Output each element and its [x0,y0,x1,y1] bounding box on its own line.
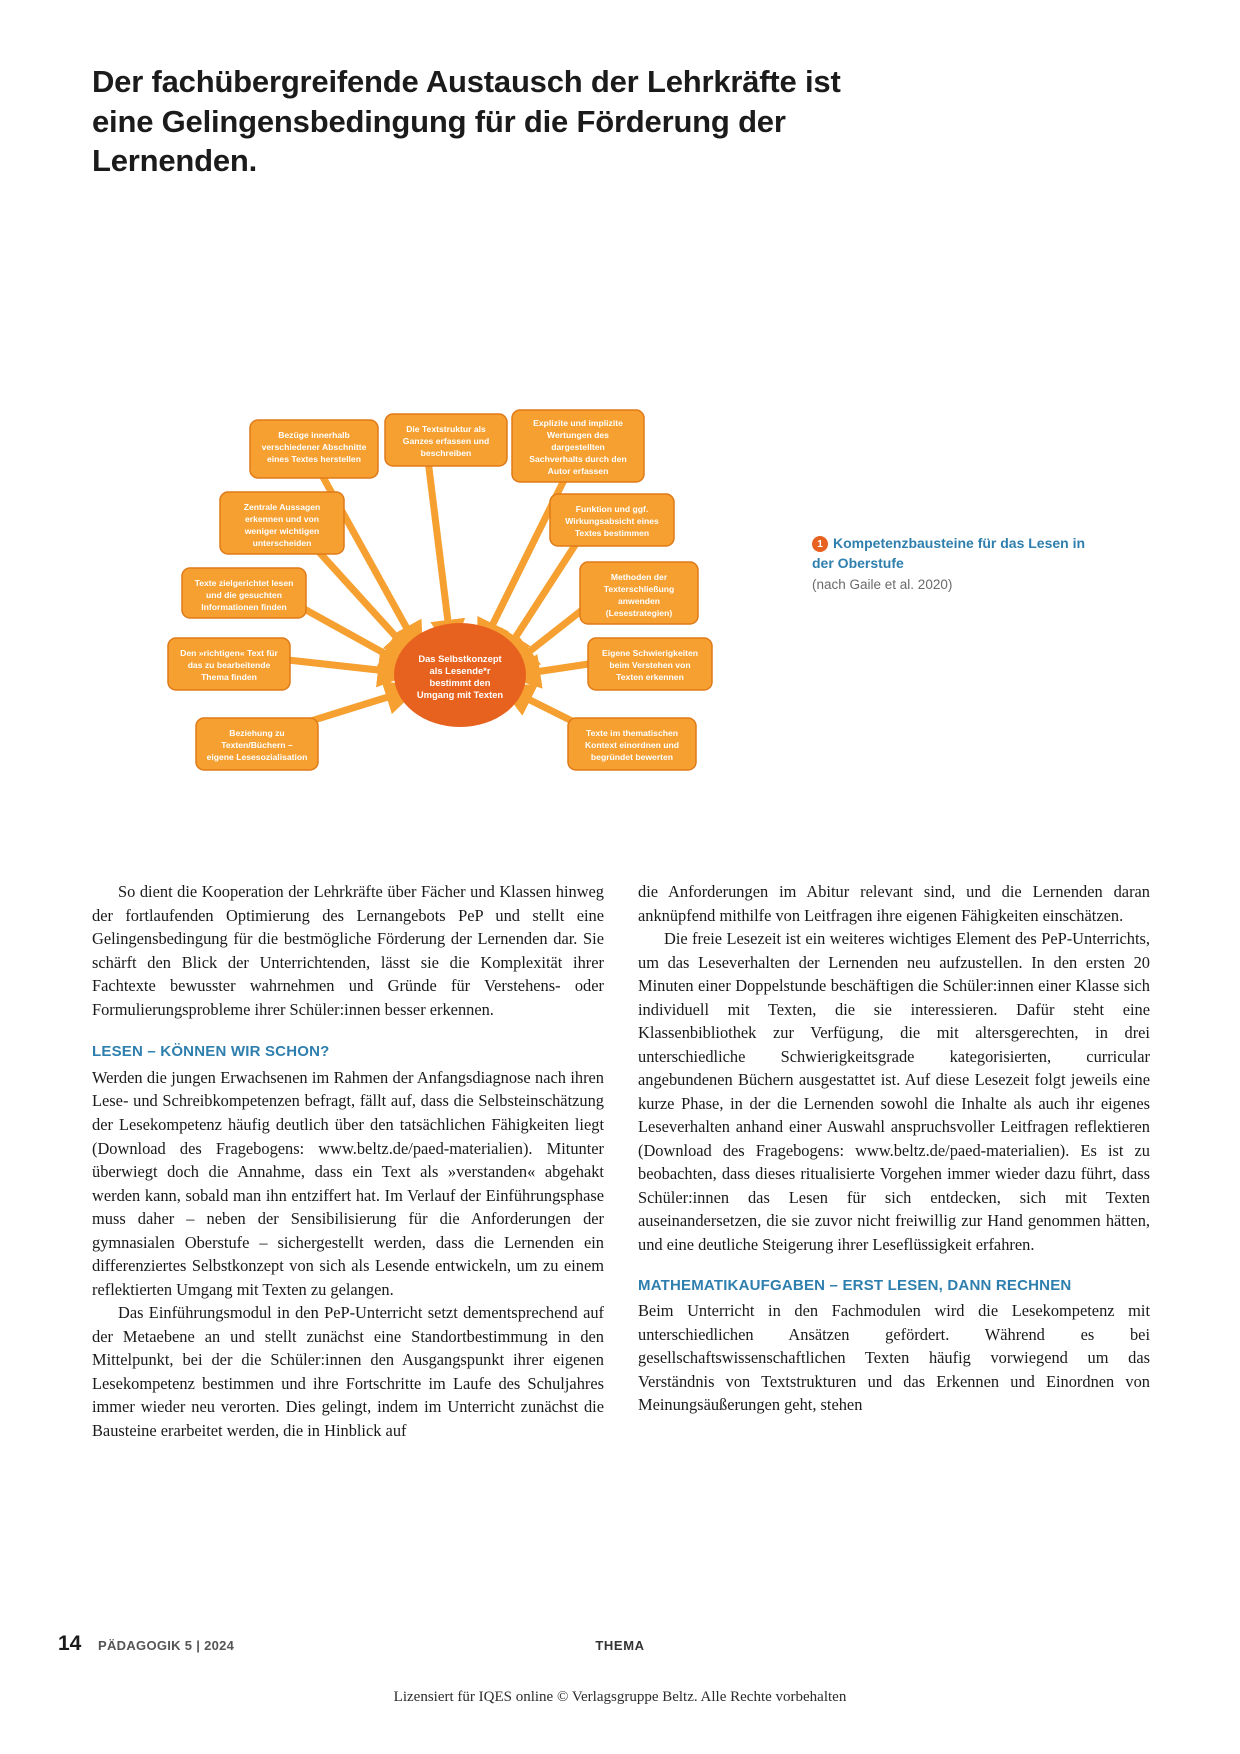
svg-text:anwenden: anwenden [617,596,661,606]
svg-text:Texterschließung: Texterschließung [603,584,675,594]
column-left [92,880,604,1442]
paragraph: Die freie Lesezeit ist ein weiteres wichtiges Element des PeP-Unterrichts, um das Leseverhalten der Lernenden neu aufzustellen. In den ersten 20 Minuten einer Doppelstunde beschäftigen die Schüler:innen einer Klasse sich individuell mit Texten, die sie interessieren. Dafür steht eine Klassenbibliothek zur Verfügung, die mit altersgerechten, in drei unterschiedliche Schwierigkeitsgrade kategorisierten, curricular angebundenen Büchern ausgestattet ist. Auf diese Lesezeit folgt jeweils eine kurze Phase, in der die Lernenden sowohl die Inhalte als auch ihr eigenes Leseverhalten anhand einer Auswahl anspruchsvoller Leitfragen reflektieren (Download des Fragebogens: www.beltz.de/paed-materialien). Es ist zu beobachten, dass dieses ritualisierte Vorgehen immer wieder dazu führt, dass Schüler:innen das Lesen für sich entdecken, sich mit Texten auseinandersetzen, die sie zuvor nicht freiwillig zur Hand genommen hätten, und eine deutliche Steigerung ihrer Leseflüssigkeit erfahren. [638,929,1150,1254]
competence-diagram [150,400,770,790]
svg-text:Sachverhalts durch den: Sachverhalts durch den [529,454,627,464]
svg-text:Ganzes erfassen und: Ganzes erfassen und [402,436,490,446]
page-footer [0,1632,1240,1662]
column-right [638,880,1150,1417]
paragraph: Beim Unterricht in den Fachmodulen wird die Lesekompetenz mit unterschiedlichen Ansätzen gefördert. Während es bei gesellschaftswissenschaftlichen Texten häufig vorwiegend um das Verständnis von Textstrukturen und das Erkennen und Einordnen von Meinungsäußerungen geht, stehen [638,1301,1150,1415]
paragraph: So dient die Kooperation der Lehrkräfte über Fächer und Klassen hinweg der fortlaufenden Optimierung des Lernangebots PeP und stellt eine Gelingensbedingung für die bestmögliche Förderung der Lernenden dar. Sie schärft den Blick der Unterrichtenden, lässt sie die Komplexität ihrer Fachtexte bewusster wahrnehmen und Gründe für Verstehens- oder Formulierungsprobleme ihrer Schüler:innen besser erkennen. [92,882,604,1019]
paragraph: Das Einführungsmodul in den PeP-Unterricht setzt dementsprechend auf der Metaebene an und stellt zunächst eine Standortbestimmung in den Mittelpunkt, bei der die Schüler:innen den Ausgangspunkt ihrer eigenen Lesekompetenz bestimmen und ihre Fortschritte im Laufe des Schuljahres immer wieder neu verorten. Dies gelingt, indem im Unterricht zunächst die Bausteine erarbeitet werden, die in Hinblick auf [92,1303,604,1440]
svg-text:Kontext einordnen und: Kontext einordnen und [584,740,680,750]
svg-text:Zentrale Aussagen: Zentrale Aussagen [243,502,321,512]
figure-number-badge: 1 [812,536,828,552]
svg-text:Explizite und implizite: Explizite und implizite [533,418,623,428]
svg-text:Texte im thematischen: Texte im thematischen [585,728,679,738]
svg-text:begründet bewerten: begründet bewerten [590,752,674,762]
svg-text:Thema finden: Thema finden [201,672,257,682]
subheading: MATHEMATIKAUFGABEN – ERST LESEN, DANN RECHNEN [638,1276,1072,1294]
svg-text:Wertungen des: Wertungen des [547,430,609,440]
svg-text:das zu bearbeitende: das zu bearbeitende [187,660,271,670]
diagram-node [385,414,507,466]
diagram-node [168,638,290,690]
paragraph: die Anforderungen im Abitur relevant sind, und die Lernenden daran anknüpfend mithilfe von Leitfragen ihre eigenen Fähigkeiten einschätzen. [638,882,1150,925]
svg-text:eines Textes herstellen: eines Textes herstellen [267,454,361,464]
svg-text:Funktion und ggf.: Funktion und ggf. [575,504,649,514]
journal-title: PÄDAGOGIK 5 | 2024 [98,1638,235,1653]
svg-text:Texten/Büchern –: Texten/Büchern – [221,740,293,750]
body-columns [92,880,1150,1600]
svg-text:Informationen finden: Informationen finden [201,602,287,612]
subheading: LESEN – KÖNNEN WIR SCHON? [92,1043,330,1061]
svg-text:Die Textstruktur als: Die Textstruktur als [406,424,486,434]
svg-text:und die gesuchten: und die gesuchten [206,590,282,600]
svg-text:Den »richtigen« Text für: Den »richtigen« Text für [180,648,278,658]
svg-text:Wirkungsabsicht eines: Wirkungsabsicht eines [565,516,659,526]
diagram-center-node [394,623,526,727]
page-headline: Der fachübergreifende Austausch der Lehrkräfte ist eine Gelingensbedingung für die Förderung der Lernenden. [92,64,841,179]
figure-caption [812,533,1092,594]
svg-text:Texte zielgerichtet lesen: Texte zielgerichtet lesen [194,578,294,588]
svg-text:verschiedener Abschnitte: verschiedener Abschnitte [261,442,367,452]
figure-caption-source: (nach Gaile et al. 2020) [812,576,953,592]
diagram-node [196,718,318,770]
svg-text:eigene Lesesozialisation: eigene Lesesozialisation [206,752,308,762]
center-line-1: Das Selbstkonzept [418,653,502,664]
svg-text:erkennen und von: erkennen und von [244,514,320,524]
diagram-svg [150,400,770,790]
svg-text:unterscheiden: unterscheiden [252,538,312,548]
svg-text:Beziehung zu: Beziehung zu [229,728,285,738]
license-notice: Lizensiert für IQES online © Verlagsgruppe Beltz. Alle Rechte vorbehalten [393,1689,847,1705]
section-label: THEMA [595,1638,645,1653]
svg-text:weniger wichtigen: weniger wichtigen [244,526,320,536]
paragraph: Werden die jungen Erwachsenen im Rahmen der Anfangsdiagnose nach ihren Lese- und Schreibkompetenzen befragt, fällt auf, dass die Selbsteinschätzung der Lesekompetenz häufig deutlich über den tatsächlichen Fähigkeiten liegt (Download des Fragebogens: www.beltz.de/paed-materialien). Mitunter überwiegt doch die Annahme, dass ein Text als »verstanden« abgehakt werden kann, sobald man ihn entziffert hat. Im Verlauf der Einführungsphase muss daher – neben der Sensibilisierung für die Anforderungen der gymnasialen Oberstufe – sichergestellt werden, dass die Lernenden ein differenziertes Selbstkonzept von sich als Lesende entwickeln, um zu einem reflektierten Umgang mit Texten zu gelangen. [92,1067,604,1299]
diagram-node [250,420,378,478]
svg-text:dargestellten: dargestellten [551,442,605,452]
diagram-node [550,494,674,546]
svg-text:Textes bestimmen: Textes bestimmen [574,528,650,538]
center-line-3: bestimmt den [429,677,491,688]
figure-caption-title: Kompetenzbausteine für das Lesen in der Oberstufe [812,535,1086,572]
svg-text:beschreiben: beschreiben [420,448,472,458]
svg-text:Texten erkennen: Texten erkennen [616,672,684,682]
svg-text:Methoden der: Methoden der [610,572,668,582]
svg-text:Eigene Schwierigkeiten: Eigene Schwierigkeiten [602,648,698,658]
diagram-node [588,638,712,690]
diagram-node [220,492,344,554]
svg-text:beim Verstehen von: beim Verstehen von [609,660,691,670]
diagram-node [568,718,696,770]
page-number: 14 [58,1632,82,1655]
diagram-node [512,410,644,482]
diagram-node [182,568,306,618]
center-line-4: Umgang mit Texten [416,689,504,700]
center-line-2: als Lesende*r [429,665,491,676]
svg-text:Autor erfassen: Autor erfassen [547,466,609,476]
diagram-node [580,562,698,624]
svg-text:(Lesestrategien): (Lesestrategien) [605,608,673,618]
svg-text:Bezüge innerhalb: Bezüge innerhalb [278,430,350,440]
